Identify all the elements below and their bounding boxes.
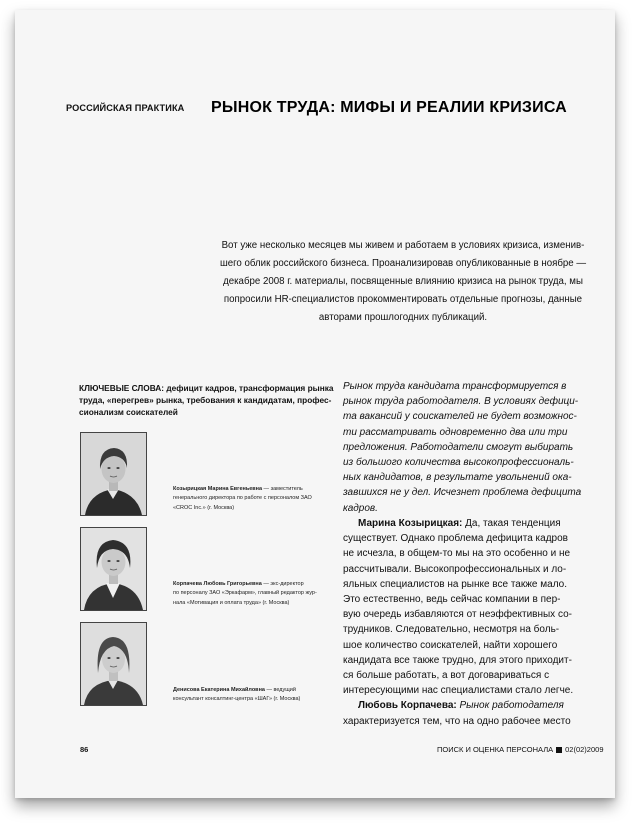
answer-kozyritskaya <box>343 516 583 729</box>
lead-line: авторами прошлогодних публикаций. <box>318 312 488 323</box>
question-line: из большого количества высокопрофессиональ- <box>343 457 574 469</box>
question-line: завшихся не у дел. Исчезнет проблема дефицита <box>343 487 582 499</box>
answer-first-line <box>343 516 583 531</box>
answer-line: шое количество соискателей, найти хорошего <box>343 639 558 651</box>
journal-issue: 02(02)2009 <box>565 745 604 754</box>
keywords <box>79 382 334 418</box>
bio-line: консультант консалтинг-центра «ШАГ» (г. Москва) <box>173 696 301 703</box>
bio-line: генерального директора по работе с персоналом ЗАО <box>173 495 312 502</box>
article-title: РЫНОК ТРУДА: МИФЫ И РЕАЛИИ КРИЗИСА <box>211 99 567 116</box>
question-line: кадров. <box>343 502 378 514</box>
section-label: РОССИЙСКАЯ ПРАКТИКА <box>66 103 185 113</box>
answer-line: яльных специалистов на рынке все также мало. <box>343 578 567 590</box>
bio-line: Козырицкая Марина Евгеньевна — заместитель <box>173 486 303 492</box>
question-line: та вакансий у соискателей не будет возможнос- <box>343 411 577 423</box>
answer-line: Это естественно, ведь сейчас компании в пер- <box>343 594 561 606</box>
question-line: ных кандидатов, в результате увольнений ока- <box>343 472 572 484</box>
square-separator-icon <box>556 747 562 753</box>
question-line: Рынок труда кандидата трансформируется в <box>343 381 567 392</box>
expert-photo-kozyritskaya <box>80 432 147 516</box>
journal-name: ПОИСК И ОЦЕНКА ПЕРСОНАЛА <box>437 745 554 754</box>
question-text <box>343 379 583 516</box>
answer-line: трудников. Следовательно, несмотря на боль- <box>343 624 560 636</box>
expert-photo-denisova <box>80 622 147 706</box>
answer-line: ся больше работать, а вот договариваться с <box>343 670 550 682</box>
bio-line: «CROC Inc.» (г. Москва) <box>173 504 235 511</box>
bio-line: Корпачева Любовь Григорьевна — экс-директор <box>173 581 304 587</box>
question-line: ти рассматривать одновременно два или три <box>343 426 568 438</box>
bio-line: Денисова Екатерина Михайловна — ведущий <box>173 687 296 693</box>
answer-line: интересующими нас специалистами стало легче. <box>343 685 574 697</box>
bio-line: по персоналу ЗАО «Эркафарм», главный редактор жур- <box>173 590 317 597</box>
page-number: 86 <box>80 745 89 754</box>
lead-line: Вот уже несколько месяцев мы живем и работаем в условиях кризиса, изменив- <box>221 240 585 251</box>
expert-name: Козырицкая Марина Евгеньевна <box>173 486 263 492</box>
answer-line: рассчитывали. Высокопрофессиональных и ло- <box>343 563 567 575</box>
answer-line: характеризуется тем, что на одно рабочее место <box>343 715 571 727</box>
expert-name: Корпачева Любовь Григорьевна <box>173 581 262 587</box>
speaker-name: Марина Козырицкая: <box>358 518 463 529</box>
question-line: рынок труда работодателя. В условиях дефици- <box>343 396 579 408</box>
answer-text: Да, такая тенденция <box>462 518 561 529</box>
lead-line: шего облик российского бизнеса. Проанализировав опубликованные в ноябре — <box>219 258 587 269</box>
journal-footer <box>437 745 604 754</box>
speaker-name: Любовь Корпачева: <box>358 700 457 712</box>
keywords-line: КЛЮЧЕВЫЕ СЛОВА: дефицит кадров, трансформация рынка <box>79 383 334 393</box>
expert-bio-kozyritskaya <box>173 485 323 513</box>
article-lead <box>210 237 596 327</box>
answer-text: Рынок работодателя <box>456 700 564 712</box>
bio-line: нала «Мотивация и оплата труда» (г. Москва) <box>173 599 290 606</box>
expert-bio-denisova <box>173 686 323 705</box>
answer-line: кандидата все также трудно, для этого приходит- <box>343 654 572 666</box>
keywords-line: сионализм соискателей <box>79 407 178 417</box>
answer-line: не исчезла, в общем-то мы на это особенно и не <box>343 548 571 560</box>
question-line: предложения. Работодатели смогут выбирать <box>343 441 574 453</box>
answer2-first-line <box>343 698 583 713</box>
expert-bio-korpacheva <box>173 580 323 608</box>
lead-line: попросили HR-специалистов прокомментировать отдельные прогнозы, данные <box>223 294 583 305</box>
lead-line: декабре 2008 г. материалы, посвященные влиянию кризиса на рынок труда, мы <box>223 276 583 287</box>
answer-line: существует. Однако проблема дефицита кадров <box>343 533 568 545</box>
expert-photo-korpacheva <box>80 527 147 611</box>
expert-name: Денисова Екатерина Михайловна <box>173 687 265 693</box>
answer-line: вую очередь избавляются от неэффективных со- <box>343 609 572 621</box>
keywords-line: труда, «перегрев» рынка, требования к кандидатам, профес- <box>79 395 332 405</box>
